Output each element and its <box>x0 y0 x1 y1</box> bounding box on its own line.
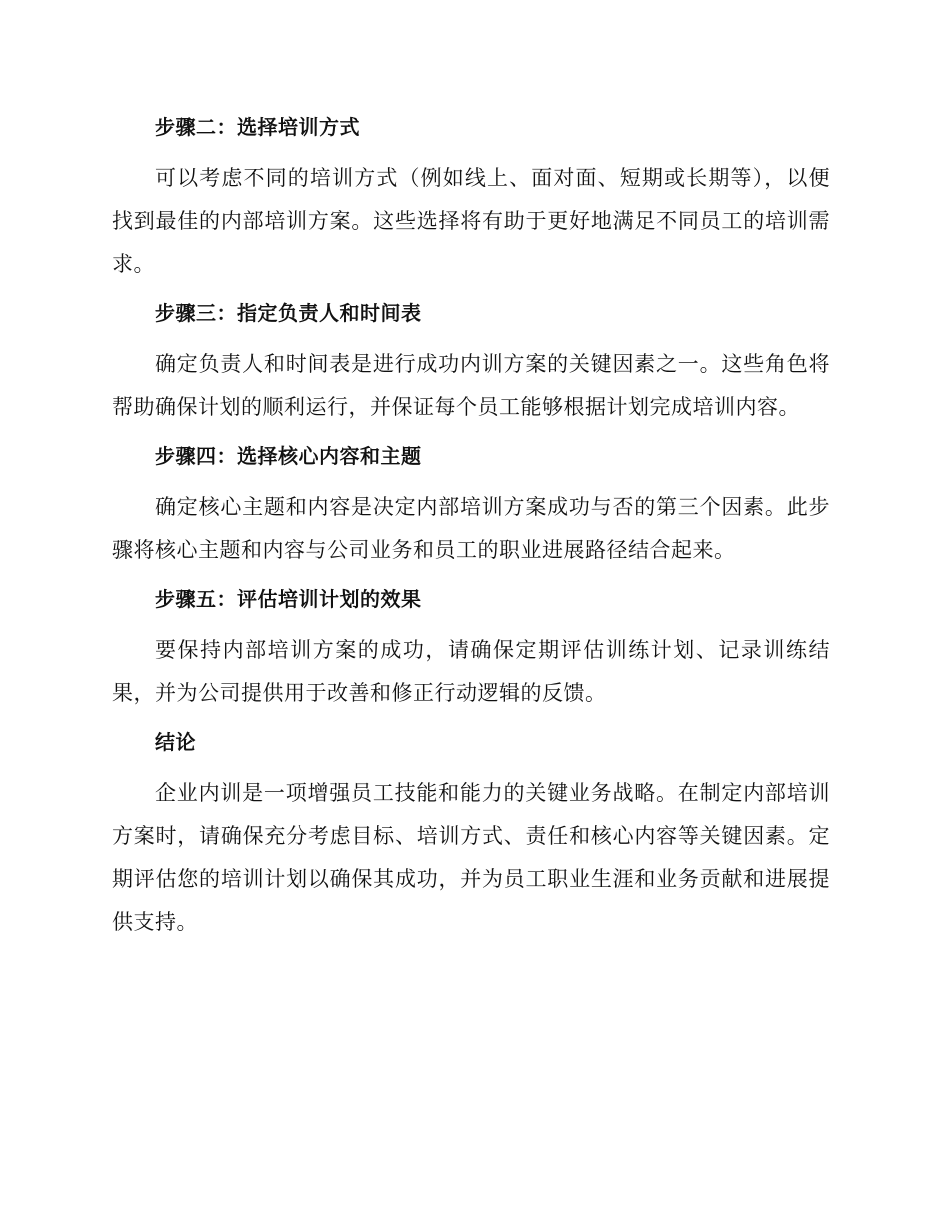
section-heading-conclusion: 结论 <box>155 730 196 754</box>
section-body-step-3: 确定负责人和时间表是进行成功内训方案的关键因素之一。这些角色将帮助确保计划的顺利运行，并保证每个员工能够根据计划完成培训内容。 <box>112 352 830 419</box>
section-heading-step-4: 步骤四：选择核心内容和主题 <box>155 444 422 468</box>
document-page <box>112 110 830 944</box>
section-body-conclusion: 企业内训是一项增强员工技能和能力的关键业务战略。在制定内部培训方案时，请确保充分考虑目标、培训方式、责任和核心内容等关键因素。定期评估您的培训计划以确保其成功，并为员工职业生涯和业务贡献和进展提供支持。 <box>112 781 830 934</box>
section-heading-step-2: 步骤二：选择培训方式 <box>155 115 360 139</box>
section-body-step-4: 确定核心主题和内容是决定内部培训方案成功与否的第三个因素。此步骤将核心主题和内容与公司业务和员工的职业进展路径结合起来。 <box>112 495 830 562</box>
section-body-step-2: 可以考虑不同的培训方式（例如线上、面对面、短期或长期等），以便找到最佳的内部培训方案。这些选择将有助于更好地满足不同员工的培训需求。 <box>112 166 830 276</box>
section-heading-step-5: 步骤五：评估培训计划的效果 <box>155 587 422 611</box>
section-heading-step-3: 步骤三：指定负责人和时间表 <box>155 301 422 325</box>
section-body-step-5: 要保持内部培训方案的成功，请确保定期评估训练计划、记录训练结果，并为公司提供用于改善和修正行动逻辑的反馈。 <box>112 638 830 705</box>
